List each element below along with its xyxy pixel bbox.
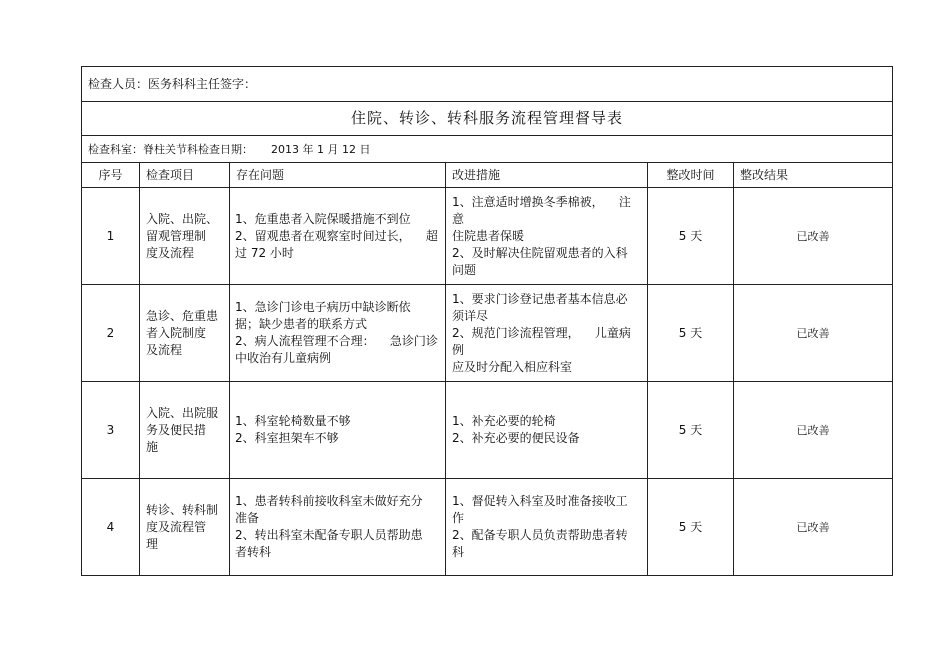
header-item: 检查项目	[140, 163, 230, 188]
inspection-item-line: 理	[146, 536, 159, 551]
header-time: 整改时间	[648, 163, 734, 188]
existing-problem	[230, 285, 446, 382]
existing-problem-line: 过 72 小时	[235, 245, 294, 260]
improvement-measure-line: 住院患者保暖	[452, 228, 525, 243]
inspection-item-line: 施	[146, 439, 159, 454]
rectification-time: 5 天	[648, 382, 734, 479]
rectification-time: 5 天	[648, 479, 734, 576]
form-title: 住院、转诊、转科服务流程管理督导表	[82, 102, 893, 136]
inspection-item-line: 度及流程管	[146, 519, 207, 534]
row-number: 2	[82, 285, 140, 382]
table-row	[82, 479, 893, 576]
rectification-result: 已改善	[734, 382, 893, 479]
inspection-item	[140, 479, 230, 576]
inspection-item-line: 入院、出院、	[146, 211, 219, 226]
existing-problem-line: 2、科室担架车不够	[235, 431, 339, 445]
rectification-result: 已改善	[734, 188, 893, 285]
rectification-result: 已改善	[734, 479, 893, 576]
improvement-measure-line: 1、补充必要的轮椅	[452, 414, 556, 428]
inspection-item-line: 者入院制度	[146, 325, 207, 340]
existing-problem-line: 2、病人流程管理不合理： 急诊门诊	[235, 334, 438, 348]
improvement-measure	[446, 188, 648, 285]
improvement-measure-line: 作	[452, 511, 465, 525]
existing-problem-line: 1、急诊门诊电子病历中缺诊断依	[235, 300, 411, 314]
improvement-measure-line: 须详尽	[452, 308, 489, 323]
existing-problem	[230, 382, 446, 479]
rectification-result: 已改善	[734, 285, 893, 382]
existing-problem	[230, 479, 446, 576]
rectification-time: 5 天	[648, 188, 734, 285]
inspection-item	[140, 382, 230, 479]
improvement-measure	[446, 285, 648, 382]
inspection-item-line: 度及流程	[146, 245, 195, 260]
department-value: 脊柱关节科	[143, 142, 198, 156]
improvement-measure-line: 科	[452, 545, 465, 559]
table-row	[82, 382, 893, 479]
inspector-row	[82, 67, 893, 102]
date-value: 2013 年 1 月 12 日	[271, 142, 371, 156]
row-number: 1	[82, 188, 140, 285]
date-label: 检查日期：	[198, 142, 253, 156]
table-row	[82, 188, 893, 285]
header-problem: 存在问题	[230, 163, 446, 188]
improvement-measure-line: 2、规范门诊流程管理， 儿童病例	[452, 325, 631, 357]
department-info	[82, 136, 893, 163]
department-row	[82, 136, 893, 163]
existing-problem-line: 者转科	[235, 545, 272, 559]
improvement-measure-line: 应及时分配入相应科室	[452, 359, 573, 374]
improvement-measure-line: 1、要求门诊登记患者基本信息必	[452, 291, 628, 306]
supervision-form-table	[81, 66, 893, 576]
inspector-signature-line: 检查人员：医务科科主任签字：	[82, 67, 893, 102]
existing-problem-line: 1、患者转科前接收科室未做好充分	[235, 494, 423, 508]
inspection-item	[140, 285, 230, 382]
existing-problem-line: 2、留观患者在观察室时间过长， 超	[235, 228, 438, 243]
rectification-time: 5 天	[648, 285, 734, 382]
improvement-measure	[446, 479, 648, 576]
table-row	[82, 285, 893, 382]
row-number: 3	[82, 382, 140, 479]
inspection-item	[140, 188, 230, 285]
inspection-item-line: 转诊、转科制	[146, 502, 219, 517]
existing-problem-line: 1、科室轮椅数量不够	[235, 414, 351, 428]
inspection-item-line: 入院、出院服	[146, 405, 219, 420]
inspection-item-line: 及流程	[146, 342, 183, 357]
improvement-measure	[446, 382, 648, 479]
improvement-measure-line: 2、配备专职人员负责帮助患者转	[452, 528, 628, 542]
existing-problem-line: 1、危重患者入院保暖措施不到位	[235, 211, 411, 226]
improvement-measure-line: 2、及时解决住院留观患者的入科	[452, 245, 628, 260]
data-rows	[82, 188, 893, 576]
improvement-measure-line: 1、注意适时增换冬季棉被， 注意	[452, 194, 631, 226]
existing-problem-line: 2、转出科室未配备专职人员帮助患	[235, 528, 423, 542]
improvement-measure-line: 2、补充必要的便民设备	[452, 431, 580, 445]
inspection-item-line: 务及便民措	[146, 422, 207, 437]
existing-problem-line: 中收治有儿童病例	[235, 351, 332, 365]
title-row	[82, 102, 893, 136]
inspection-item-line: 急诊、危重患	[146, 308, 219, 323]
improvement-measure-line: 问题	[452, 262, 477, 277]
header-measure: 改进措施	[446, 163, 648, 188]
department-label: 检查科室：	[88, 142, 143, 156]
header-row	[82, 163, 893, 188]
row-number: 4	[82, 479, 140, 576]
improvement-measure-line: 1、督促转入科室及时准备接收工	[452, 494, 628, 508]
existing-problem-line: 据；缺少患者的联系方式	[235, 317, 368, 331]
existing-problem-line: 准备	[235, 511, 260, 525]
inspection-item-line: 留观管理制	[146, 228, 207, 243]
header-no: 序号	[82, 163, 140, 188]
header-result: 整改结果	[734, 163, 893, 188]
existing-problem	[230, 188, 446, 285]
